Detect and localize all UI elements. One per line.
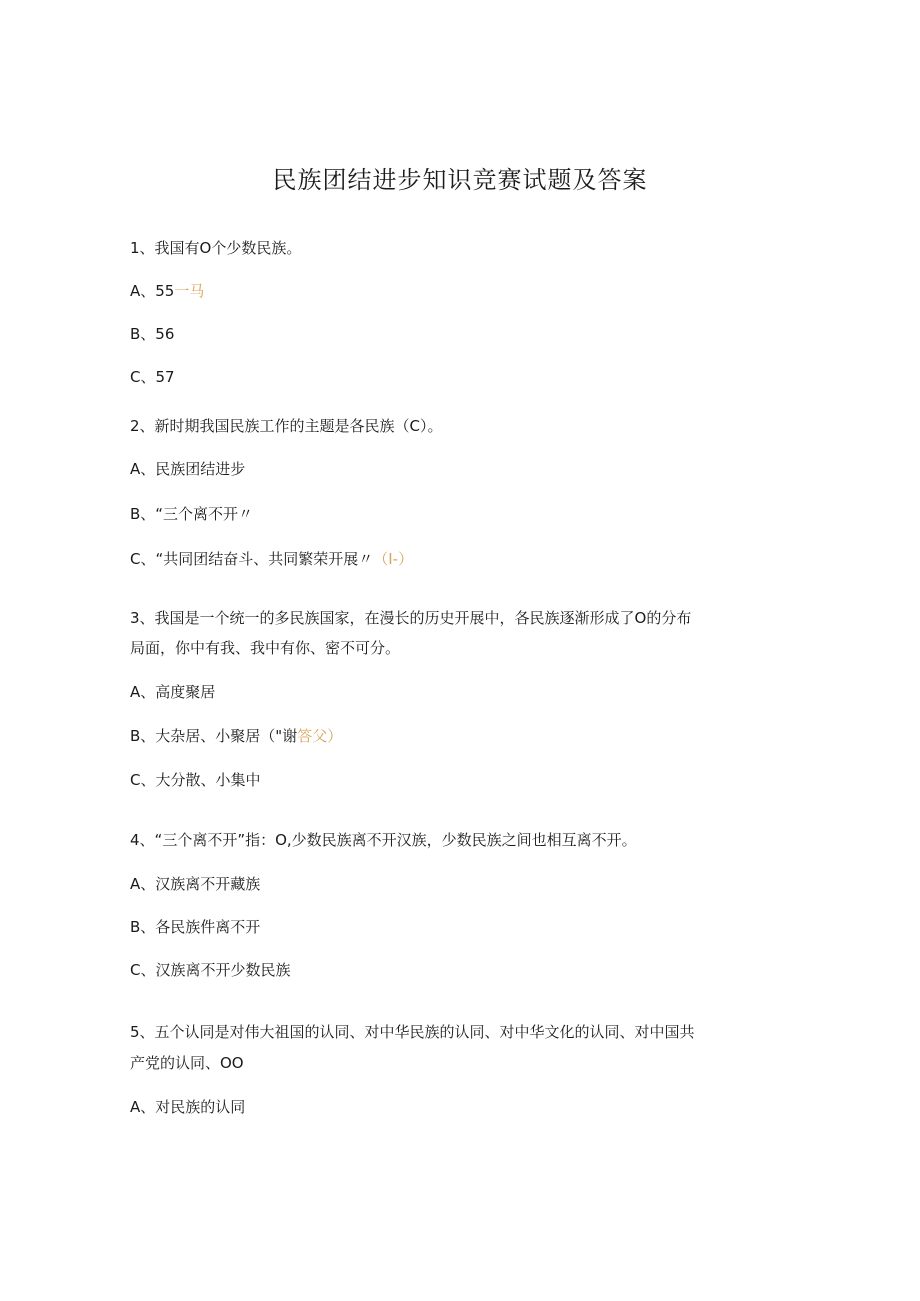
option-text: A、55 (130, 282, 175, 300)
question-2-option-c (130, 548, 413, 570)
question-4-option-c: C、汉族离不开少数民族 (130, 961, 291, 979)
question-4-text: 4、“三个离不开”指：O,少数民族离不开汉族，少数民族之间也相互离不开。 (130, 831, 637, 849)
question-3-option-b (130, 725, 342, 747)
question-5-option-a: A、对民族的认同 (130, 1098, 246, 1116)
question-3-text-line-2: 局面，你中有我、我中有你、密不可分。 (130, 639, 401, 657)
question-3-option-a: A、高度聚居 (130, 683, 216, 701)
question-2-option-b: B、“三个离不开〃 (130, 505, 254, 523)
question-3-option-c: C、大分散、小集中 (130, 771, 261, 789)
page-title: 民族团结进步知识竞赛试题及答案 (272, 166, 648, 194)
option-text: C、“共同团结奋斗、共同繁荣开展〃 (130, 550, 374, 568)
question-1-option-c: C、57 (130, 368, 175, 386)
option-text: B、大杂居、小聚居（"谢 (130, 727, 298, 745)
answer-mark: 答父） (297, 727, 343, 745)
question-2-text: 2、新时期我国民族工作的主题是各民族（C）。 (130, 417, 443, 435)
question-4-option-a: A、汉族离不开藏族 (130, 875, 261, 893)
question-2-option-a: A、民族团结进步 (130, 460, 246, 478)
question-5-text-line-2: 产党的认同、OO (130, 1054, 244, 1072)
question-5-text-line-1: 5、五个认同是对伟大祖国的认同、对中华民族的认同、对中华文化的认同、对中国共 (130, 1023, 695, 1041)
question-3-text-line-1: 3、我国是一个统一的多民族国家，在漫长的历史开展中，各民族逐渐形成了O的分布 (130, 609, 692, 627)
question-4-option-b: B、各民族件离不开 (130, 918, 261, 936)
question-1-option-b: B、56 (130, 325, 175, 343)
question-1-option-a (130, 280, 204, 302)
answer-mark: （I-） (373, 550, 414, 568)
question-1-text: 1、我国有O个少数民族。 (130, 239, 302, 257)
answer-mark: 一马 (174, 282, 205, 300)
